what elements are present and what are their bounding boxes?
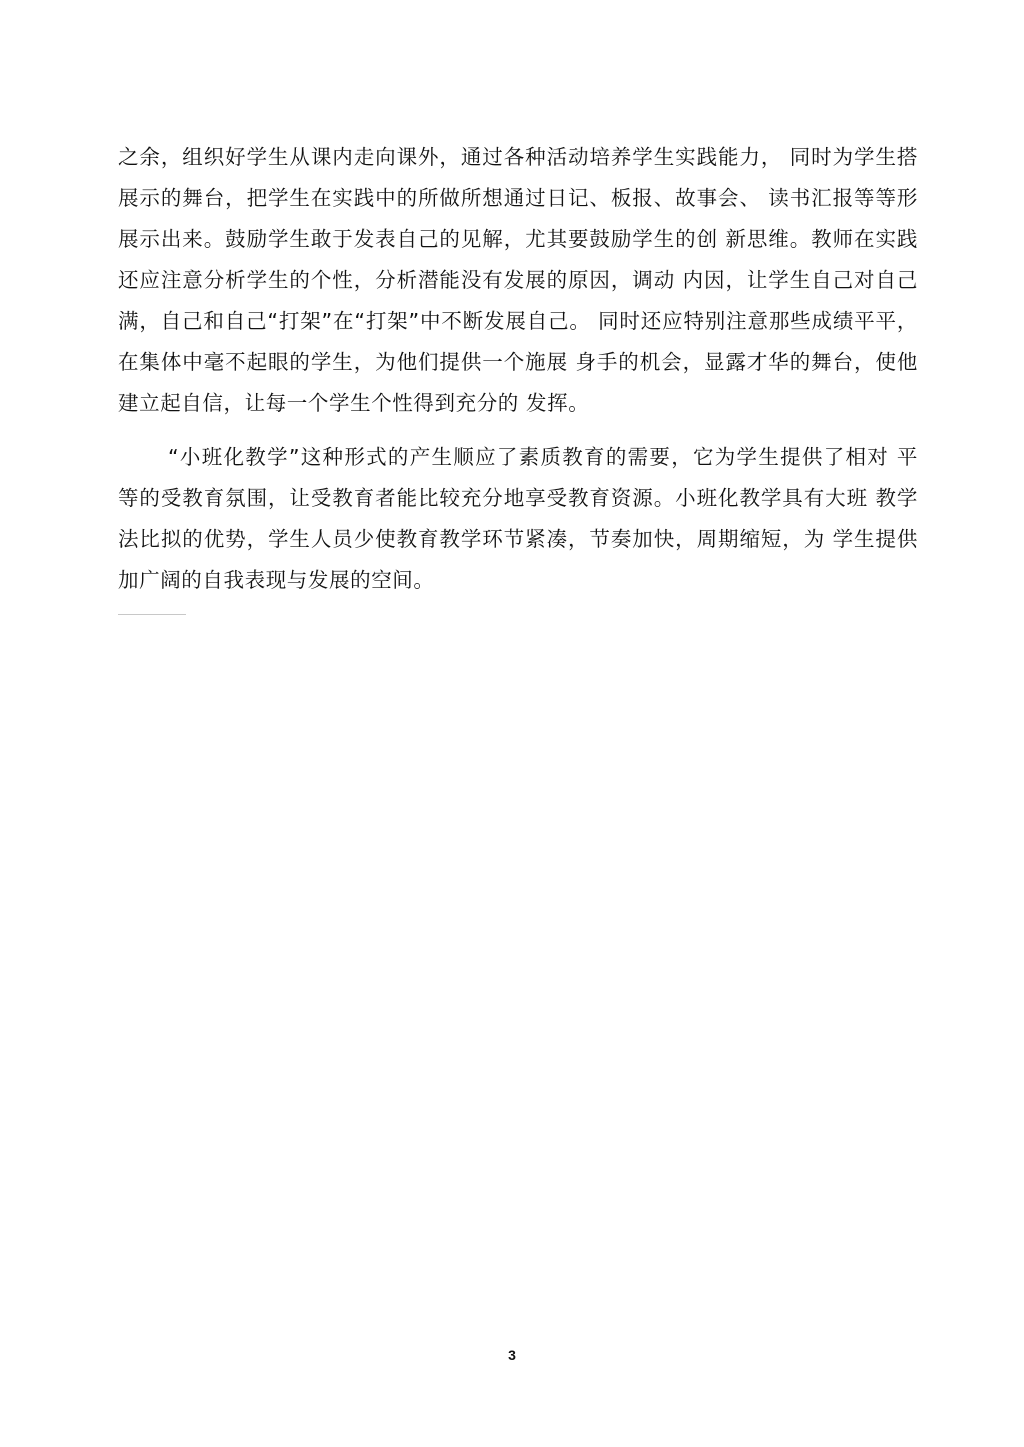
text-line: 满，自己和自己“打架”在“打架”中不断发展自己。 同时还应特别注意那些成绩平平， — [118, 309, 918, 333]
text-line: 之余，组织好学生从课内走向课外，通过各种活动培养学生实践能力， 同时为学生搭 — [118, 145, 918, 169]
text-line: 展示出来。鼓励学生敢于发表自己的见解，尤其要鼓励学生的创 新思维。教师在实践 — [118, 227, 918, 251]
page-number: 3 — [508, 1347, 516, 1363]
text-line: 建立起自信，让每一个学生个性得到充分的 发挥。 — [118, 391, 590, 415]
paragraph-1 — [118, 137, 918, 424]
text-line: 等的受教育氛围，让受教育者能比较充分地享受教育资源。小班化教学具有大班 教学 — [118, 486, 918, 510]
footnote-divider — [118, 614, 186, 615]
text-line: 在集体中毫不起眼的学生，为他们提供一个施展 身手的机会，显露才华的舞台，使他 — [118, 350, 918, 374]
text-line: 展示的舞台，把学生在实践中的所做所想通过日记、板报、故事会、 读书汇报等等形 — [118, 186, 918, 210]
text-line: 加广阔的自我表现与发展的空间。 — [118, 568, 435, 592]
text-line: 法比拟的优势，学生人员少使教育教学环节紧凑，节奏加快，周期缩短，为 学生提供 — [118, 527, 918, 551]
text-line: “小班化教学”这种形式的产生顺应了素质教育的需要，它为学生提供了相对 平 — [168, 445, 918, 469]
paragraph-2 — [118, 437, 918, 601]
text-line: 还应注意分析学生的个性，分析潜能没有发展的原因，调动 内因，让学生自己对自己 — [118, 268, 918, 292]
